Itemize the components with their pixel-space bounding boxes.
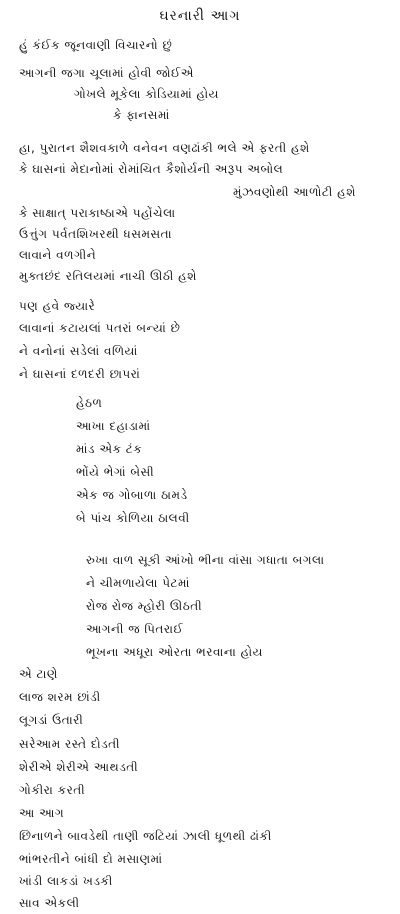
poem-line-34: છિનાળને બાવડેથી તાણી જટિયાં ઝાલી ધૂળથી ઢાંકી	[19, 829, 272, 843]
poem-line-8: કે સાક્ષાત્ પરાકાષ્ઠાએ પહોંચેલા	[19, 206, 176, 220]
poem-line-10: લાવાને વળગીને	[19, 248, 97, 262]
poem-line-16: હેઠળ	[76, 396, 103, 410]
poem-line-37: સાવ એકલી	[19, 896, 80, 910]
poem-line-9: ઉત્તુંગ પર્વતશિખરથી ધસમસતા	[19, 227, 173, 241]
poem-line-29: લૂગડાં ઉતારી	[19, 713, 84, 727]
poem-line-19: ભોંયે ભેગાં બેસી	[76, 465, 155, 479]
poem-line-7: મુંઝવણોથી આળોટી હશે	[233, 185, 356, 199]
poem-line-11: મુક્તછંદ રતિલયમાં નાચી ઊઠી હશે	[19, 269, 197, 283]
poem-line-31: શેરીએ શેરીએ આથડતી	[19, 760, 139, 774]
poem-line-23: ને ચીમળાયેલા પેટમાં	[86, 576, 190, 590]
poem-line-26: ભૂખના અધૂરા ઓરતા ભરવાના હોય	[86, 645, 263, 659]
poem-line-28: લાજ શરમ છાંડી	[19, 690, 101, 704]
poem-title: ઘરનારી આગ	[159, 8, 241, 24]
poem-line-15: ને ઘાસનાં દળદરી છાપરાં	[19, 367, 141, 381]
poem-line-4: કે ફાનસમાં	[113, 108, 170, 122]
poem-line-14: ને વનોનાં સડેલાં વળિયાં	[19, 344, 138, 358]
poem-line-21: બે પાંચ કોળિયા ઠાલવી	[76, 511, 190, 525]
poem-line-13: લાવાનાં કટાયલાં પતરાં બન્યાં છે	[19, 321, 181, 335]
poem-line-22: રુખા વાળ સૂકી આંખો ભીના વાંસા ગધાતા બગલા	[86, 553, 325, 567]
poem-line-27: એ ટાણે	[19, 667, 58, 681]
poem-line-24: રોજ રોજ મ્હોરી ઊઠતી	[86, 599, 203, 613]
poem-line-1: હું કંઈક જૂનવાણી વિચારનો છું	[19, 38, 173, 52]
poem-line-6: કે ઘાસનાં મેદાનોમાં રોમાંચિત કૈશોર્યની અરૂપ અબોલ	[19, 162, 284, 176]
poem-line-17: આખા દહાડામાં	[76, 419, 151, 433]
poem-line-20: એક જ ગોબાળા ઠામડે	[76, 488, 188, 502]
poem-line-32: ગોકીરા કરતી	[19, 783, 86, 797]
poem-line-30: સરેઆમ રસ્તે દોડતી	[19, 737, 121, 751]
poem-line-33: આ આગ	[19, 806, 65, 820]
poem-line-5: હા, પુરાતન શૈશવકાળે વનેવન વણઢાંકી ભલે એ ફરતી હશે	[19, 141, 310, 155]
poem-line-18: માંડ એક ટંક	[76, 442, 143, 456]
poem-line-12: પણ હવે જ્યારે	[19, 299, 96, 313]
poem-line-25: આગની જ પિતરાઈ	[86, 622, 184, 636]
poem-line-35: ભાંભરતીને બાંધી દો મસાણમાં	[19, 852, 163, 866]
poem-line-2: આગની જગા ચૂલામાં હોવી જોઈએ	[19, 66, 194, 80]
poem-line-3: ગોખલે મૂકેલા કોડિયામાં હોય	[74, 87, 219, 101]
poem-line-36: ખાંડી લાકડાં ખડકી	[19, 874, 113, 888]
